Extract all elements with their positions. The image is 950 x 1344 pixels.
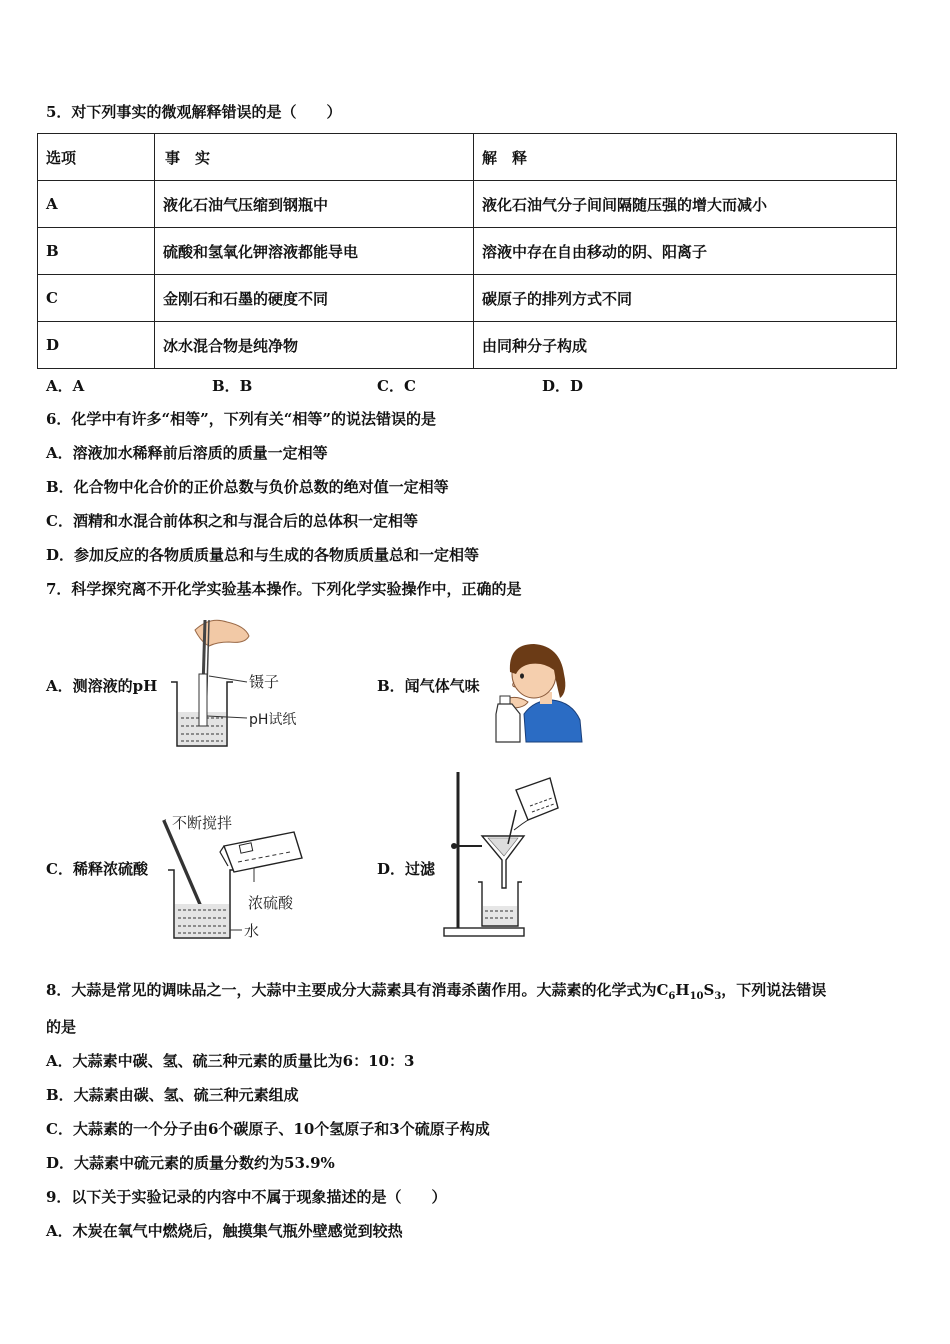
- stir-label: 不断搅拌: [172, 814, 233, 832]
- table-row: [38, 181, 897, 228]
- table-cell: 硫酸和氢氧化钾溶液都能导电: [155, 228, 474, 275]
- formula-h: H: [675, 981, 690, 999]
- q8-stem: [46, 980, 826, 1007]
- formula-s: S: [703, 981, 715, 999]
- ph-paper-label: pH试纸: [249, 712, 297, 728]
- table-cell: 溶液中存在自由移动的阴、阳离子: [474, 228, 897, 275]
- q5-option-c: C．C: [377, 377, 416, 395]
- table-cell: 碳原子的排列方式不同: [474, 275, 897, 322]
- table-cell: B: [38, 228, 155, 275]
- smell-gas-figure: [494, 634, 586, 750]
- table-cell: 液化石油气分子间间隔随压强的增大而减小: [474, 181, 897, 228]
- q6-option-d: D．参加反应的各物质质量总和与生成的各物质质量总和一定相等: [46, 546, 480, 564]
- q5-option-b: B．B: [212, 377, 253, 395]
- q8-option-a: A．大蒜素中碳、氢、硫三种元素的质量比为6：10：3: [46, 1052, 415, 1070]
- q5-option-d: D．D: [542, 377, 584, 395]
- formula-s-sub: 3: [714, 991, 722, 1002]
- table-row: [38, 275, 897, 322]
- q6-option-a: A．溶液加水稀释前后溶质的质量一定相等: [46, 444, 328, 462]
- q7-option-b: B．闻气体气味: [377, 677, 480, 695]
- table-header-cell: 选项: [38, 134, 155, 181]
- formula-c: C: [656, 981, 669, 999]
- table-cell: C: [38, 275, 155, 322]
- q7-option-d: D．过滤: [377, 860, 436, 878]
- q7-option-a: A．测溶液的pH: [46, 677, 158, 695]
- q7-stem: 7．科学探究离不开化学实验基本操作。下列化学实验操作中，正确的是: [46, 580, 522, 598]
- q9-option-a: A．木炭在氧气中燃烧后，触摸集气瓶外壁感觉到较热: [46, 1222, 403, 1240]
- table-row: [38, 228, 897, 275]
- filtration-figure: [440, 770, 564, 944]
- q5-stem: 5．对下列事实的微观解释错误的是（ ）: [46, 103, 342, 121]
- table-header-cell: 解 释: [474, 134, 897, 181]
- q8-stem-line2: 的是: [46, 1018, 77, 1036]
- q6-stem: 6．化学中有许多“相等”，下列有关“相等”的说法错误的是: [46, 410, 436, 428]
- q7-option-c: C．稀释浓硫酸: [46, 860, 148, 878]
- table-header-cell: 事 实: [155, 134, 474, 181]
- dilute-acid-figure: [158, 812, 308, 948]
- q8-stem-part1: 8．大蒜是常见的调味品之一，大蒜中主要成分大蒜素具有消毒杀菌作用。大蒜素的化学式为: [46, 981, 657, 999]
- formula-c-sub: 6: [668, 991, 676, 1002]
- q6-option-c: C．酒精和水混合前体积之和与混合后的总体积一定相等: [46, 512, 418, 530]
- table-cell: D: [38, 322, 155, 369]
- formula-h-sub: 10: [689, 991, 704, 1002]
- q5-option-a: A．A: [46, 377, 85, 395]
- ph-test-figure: [165, 612, 315, 758]
- conc-acid-label: 浓硫酸: [248, 894, 294, 912]
- q6-option-b: B．化合物中化合价的正价总数与负价总数的绝对值一定相等: [46, 478, 449, 496]
- tweezers-label: 镊子: [249, 673, 280, 691]
- table-cell: 由同种分子构成: [474, 322, 897, 369]
- table-cell: 金刚石和石墨的硬度不同: [155, 275, 474, 322]
- table-cell: 液化石油气压缩到钢瓶中: [155, 181, 474, 228]
- q5-table: [37, 133, 897, 369]
- q9-stem: 9．以下关于实验记录的内容中不属于现象描述的是（ ）: [46, 1188, 447, 1206]
- q8-option-d: D．大蒜素中硫元素的质量分数约为53.9%: [46, 1154, 335, 1172]
- q8-option-c: C．大蒜素的一个分子由6个碳原子、10个氢原子和3个硫原子构成: [46, 1120, 490, 1138]
- q8-stem-part2: ，下列说法错误: [721, 981, 827, 999]
- table-row: [38, 322, 897, 369]
- table-cell: 冰水混合物是纯净物: [155, 322, 474, 369]
- table-header-row: [38, 134, 897, 181]
- water-label: 水: [244, 922, 260, 940]
- table-cell: A: [38, 181, 155, 228]
- q8-option-b: B．大蒜素由碳、氢、硫三种元素组成: [46, 1086, 299, 1104]
